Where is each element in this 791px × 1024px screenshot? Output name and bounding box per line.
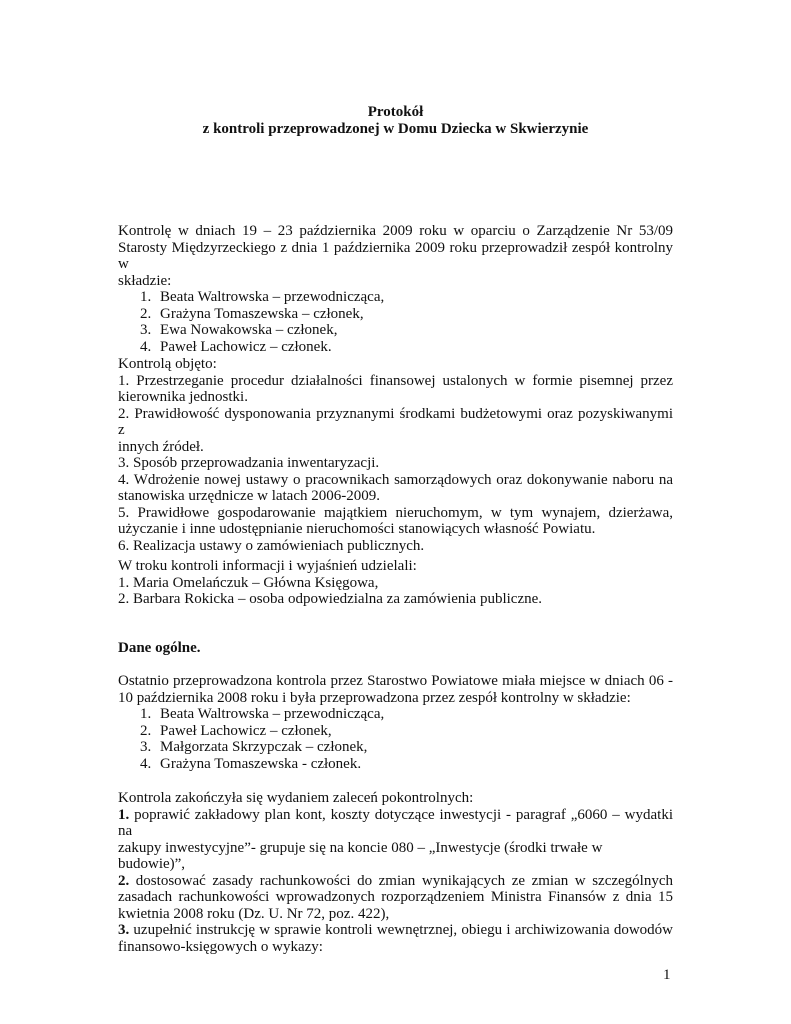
- list-item-number: 1.: [140, 706, 152, 722]
- team-list: [118, 289, 673, 355]
- scope-item-5-a: 5. Prawidłowe gospodarowanie majątkiem nieruchomym, w tym wynajem, dzierżawa,: [118, 504, 673, 521]
- list-item-text: Beata Waltrowska – przewodnicząca,: [160, 289, 385, 305]
- scope-item-2-a: 2. Prawidłowość dysponowania przyznanymi środkami budżetowymi oraz pozyskiwanymi z: [118, 405, 673, 438]
- scope-heading: Kontrolą objęto:: [118, 356, 217, 372]
- scope-item-6: 6. Realizacja ustawy o zamówieniach publicznych.: [118, 537, 425, 554]
- general-line-2: 10 października 2008 roku i była przeprowadzona przez zespół kontrolny w składzie:: [118, 689, 631, 706]
- scope-item-1-a: 1. Przestrzeganie procedur działalności finansowej ustalonych w formie pisemnej przez: [118, 372, 673, 389]
- recommendations-section: [118, 790, 673, 955]
- list-item-text: Paweł Lachowicz – członek,: [160, 722, 332, 739]
- scope-section: [118, 356, 673, 554]
- list-item: [118, 306, 673, 323]
- previous-team-list: [118, 706, 673, 772]
- list-item-text: Beata Waltrowska – przewodnicząca,: [160, 706, 385, 722]
- scope-item-4-b: stanowiska urzędnicze w latach 2006-2009.: [118, 488, 380, 504]
- rec-2-a-text: dostosować zasady rachunkowości do zmian wynikających ze zmian w szczególnych: [129, 872, 673, 889]
- list-item-number: 4.: [140, 338, 152, 355]
- list-item: [118, 756, 673, 773]
- list-item-text: Paweł Lachowicz – członek.: [160, 338, 332, 355]
- list-item: [118, 706, 673, 723]
- scope-item-3: 3. Sposób przeprowadzania inwentaryzacji.: [118, 455, 380, 471]
- list-item-number: 2.: [140, 722, 152, 739]
- list-item: [118, 322, 673, 339]
- rec-3-number: 3.: [118, 922, 130, 938]
- list-item-text: Grażyna Tomaszewska – członek,: [160, 305, 364, 322]
- list-item-number: 3.: [140, 739, 152, 755]
- info-heading: W troku kontroli informacji i wyjaśnień udzielali:: [118, 558, 417, 574]
- list-item: [118, 739, 673, 756]
- list-item: [118, 339, 673, 356]
- rec-1-b: zakupy inwestycyjne”- grupuje się na koncie 080 – „Inwestycje (środki trwałe w budowie)”,: [118, 839, 603, 872]
- rec-2-number: 2.: [118, 872, 130, 889]
- intro-line-2: Starosty Międzyrzeckiego z dnia 1 października 2009 roku przeprowadził zespół kontrolny w: [118, 239, 673, 272]
- list-item-number: 2.: [140, 305, 152, 322]
- list-item-text: Ewa Nowakowska – członek,: [160, 322, 338, 338]
- info-section: [118, 558, 673, 608]
- rec-1-a-text: poprawić zakładowy plan kont, koszty dotyczące inwestycji - paragraf „6060 – wydatki na: [118, 806, 673, 839]
- rec-3-a: [118, 922, 673, 939]
- intro-line-3: składzie:: [118, 272, 172, 289]
- scope-item-5-b: użyczanie i inne udostępnianie nieruchomości stanowiących własność Powiatu.: [118, 521, 596, 537]
- list-item: [118, 723, 673, 740]
- general-line-1: Ostatnio przeprowadzona kontrola przez Starostwo Powiatowe miała miejsce w dniach 06 -: [118, 673, 673, 689]
- list-item-number: 3.: [140, 322, 152, 338]
- list-item-number: 4.: [140, 755, 152, 772]
- list-item: [118, 289, 673, 306]
- intro-line-1: Kontrolę w dniach 19 – 23 października 2009 roku w oparciu o Zarządzenie Nr 53/09: [118, 223, 673, 239]
- title-line-1: Protokół: [367, 104, 424, 120]
- page-number: 1: [663, 967, 671, 983]
- rec-3-b: finansowo-księgowych o wykazy:: [118, 938, 323, 955]
- rec-2-b: zasadach rachunkowości wprowadzonych rozporządzeniem Ministra Finansów z dnia 15: [118, 889, 673, 905]
- list-item-text: Małgorzata Skrzypczak – członek,: [160, 739, 368, 755]
- scope-item-2-b: innych źródeł.: [118, 438, 204, 455]
- general-heading-text: Dane ogólne.: [118, 640, 201, 656]
- title-line-2: z kontroli przeprowadzonej w Domu Dziecka w Skwierzynie: [202, 120, 589, 137]
- list-item-text: Grażyna Tomaszewska - członek.: [160, 755, 362, 772]
- info-person-2: 2. Barbara Rokicka – osoba odpowiedzialna za zamówienia publiczne.: [118, 591, 543, 607]
- scope-item-4-a: 4. Wdrożenie nowej ustawy o pracownikach samorządowych oraz dokonywanie naboru na: [118, 471, 673, 488]
- recs-heading: Kontrola zakończyła się wydaniem zaleceń pokontrolnych:: [118, 790, 474, 806]
- rec-1-a: [118, 807, 673, 840]
- rec-2-a: [118, 873, 673, 890]
- rec-2-c: kwietnia 2008 roku (Dz. U. Nr 72, poz. 422),: [118, 905, 390, 922]
- general-heading: [118, 640, 673, 657]
- info-person-1: 1. Maria Omelańczuk – Główna Księgowa,: [118, 574, 379, 591]
- scope-item-1-b: kierownika jednostki.: [118, 389, 248, 405]
- rec-3-a-text: uzupełnić instrukcję w sprawie kontroli wewnętrznej, obiegu i archiwizowania dowodów: [129, 922, 673, 938]
- rec-1-number: 1.: [118, 806, 130, 823]
- intro-section: [118, 223, 673, 355]
- list-item-number: 1.: [140, 289, 152, 305]
- document-title: [0, 104, 791, 137]
- general-section: [118, 673, 673, 772]
